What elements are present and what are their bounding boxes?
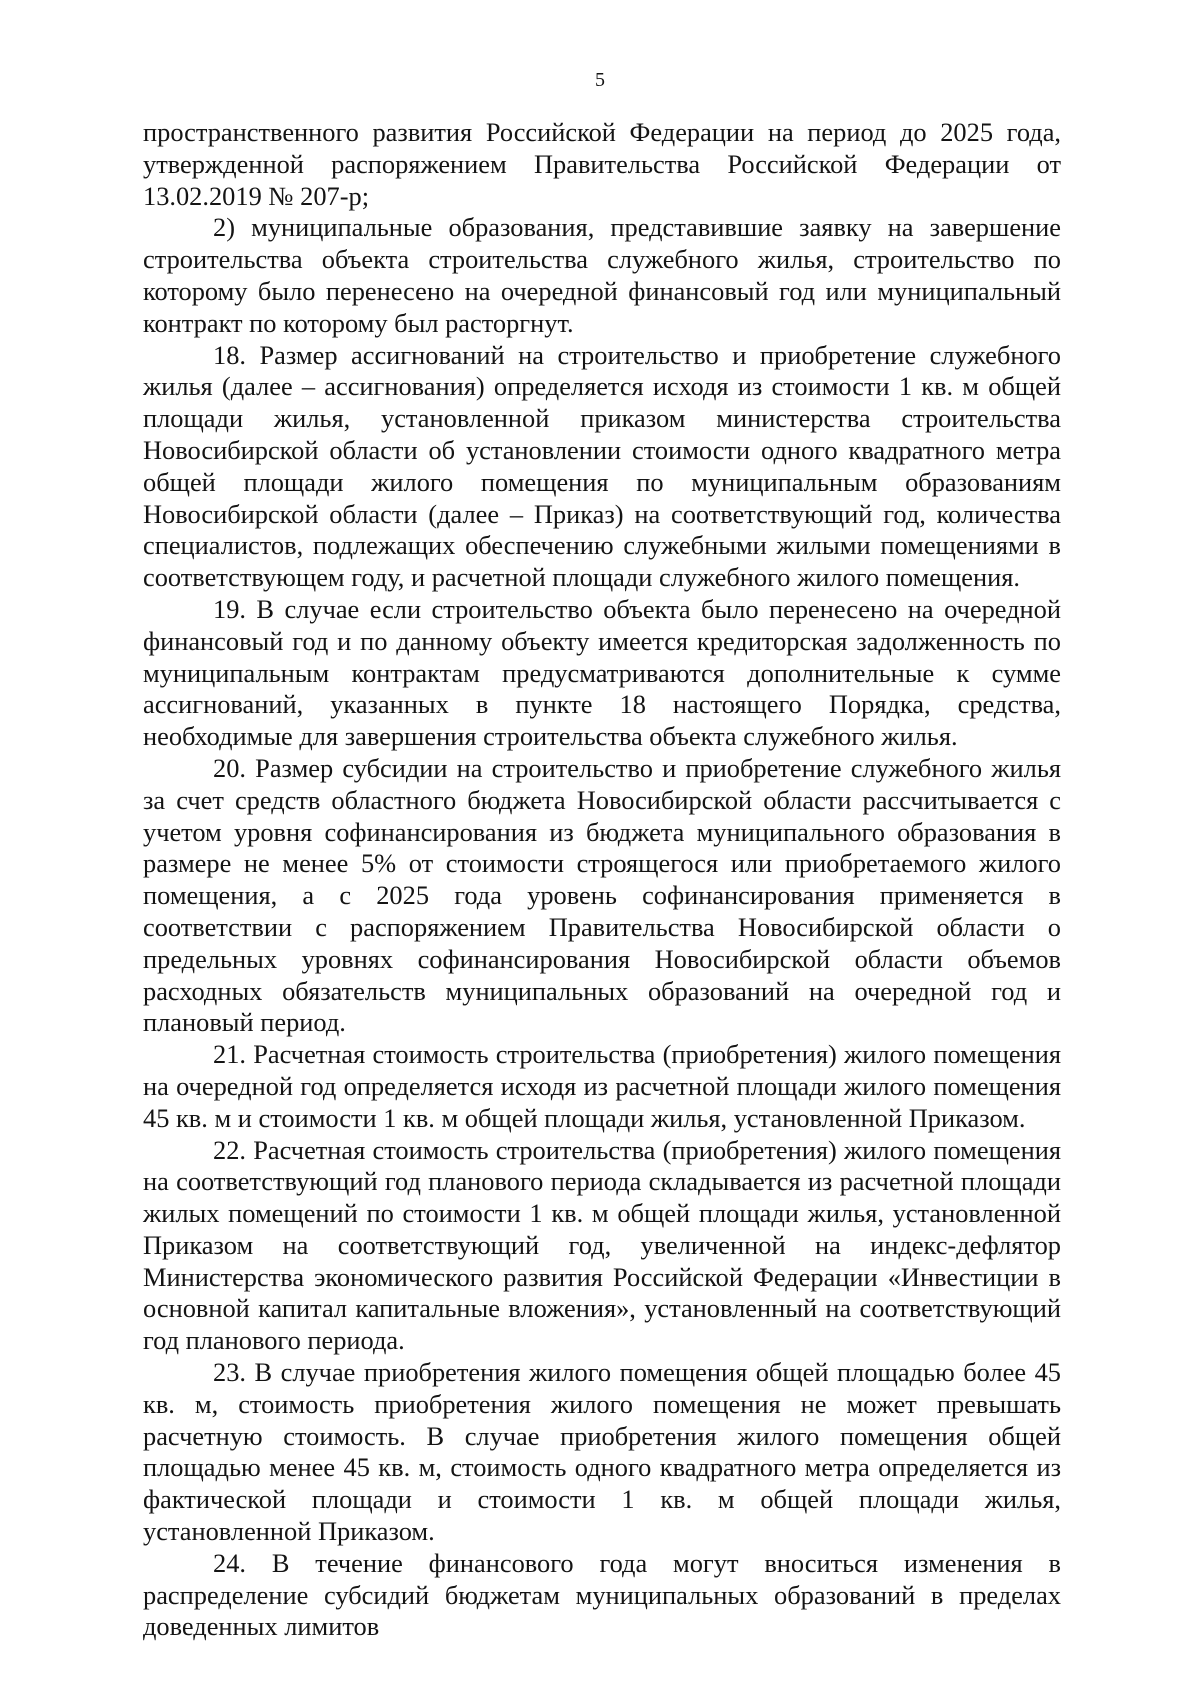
paragraph-22: 22. Расчетная стоимость строительства (приобретения) жилого помещения на соответствующий год планового периода складывается из расчетной площади жилых помещений по стоимости 1 кв. м общей площади жилья, установленной Приказом на соответствующий год, увеличенной на индекс-дефлятор Министерства экономического развития Российской Федерации «Инвестиции в основной капитал капитальные вложения», установленный на соответствующий год планового периода.: [143, 1134, 1061, 1356]
paragraph-continuation: пространственного развития Российской Федерации на период до 2025 года, утвержденной распоряжением Правительства Российской Федерации от 13.02.2019 № 207-р;: [143, 117, 1061, 211]
paragraph-19: 19. В случае если строительство объекта было перенесено на очередной финансовый год и по данному объекту имеется кредиторская задолженность по муниципальным контрактам предусматриваются дополнительные к сумме ассигнований, указанных в пункте 18 настоящего Порядка, средства, необходимые для завершения строительства объекта служебного жилья.: [143, 593, 1061, 752]
document-body: [143, 117, 1061, 1643]
page-number: 5: [595, 69, 605, 91]
paragraph-20: 20. Размер субсидии на строительство и приобретение служебного жилья за счет средств областного бюджета Новосибирской области рассчитывается с учетом уровня софинансирования из бюджета муниципального образования в размере не менее 5% от стоимости строящегося или приобретаемого жилого помещения, а с 2025 года уровень софинансирования применяется в соответствии с распоряжением Правительства Новосибирской области о предельных уровнях софинансирования Новосибирской области объемов расходных обязательств муниципальных образований на очередной год и плановый период.: [143, 752, 1061, 1038]
paragraph-item-2: 2) муниципальные образования, представившие заявку на завершение строительства объекта строительства служебного жилья, строительство по которому было перенесено на очередной финансовый год или муниципальный контракт по которому был расторгнут.: [143, 212, 1061, 338]
paragraph-21: 21. Расчетная стоимость строительства (приобретения) жилого помещения на очередной год определяется исходя из расчетной площади жилого помещения 45 кв. м и стоимости 1 кв. м общей площади жилья, установленной Приказом.: [143, 1039, 1061, 1133]
paragraph-24: 24. В течение финансового года могут вноситься изменения в распределение субсидий бюджетам муниципальных образований в пределах доведенных лимитов: [143, 1547, 1061, 1642]
paragraph-18: 18. Размер ассигнований на строительство и приобретение служебного жилья (далее – ассигнования) определяется исходя из стоимости 1 кв. м общей площади жилья, установленной приказом министерства строительства Новосибирской области об установлении стоимости одного квадратного метра общей площади жилого помещения по муниципальным образованиям Новосибирской области (далее – Приказ) на соответствующий год, количества специалистов, подлежащих обеспечению служебными жилыми помещениями в соответствующем году, и расчетной площади служебного жилого помещения.: [143, 339, 1061, 593]
paragraph-23: 23. В случае приобретения жилого помещения общей площадью более 45 кв. м, стоимость приобретения жилого помещения не может превышать расчетную стоимость. В случае приобретения жилого помещения общей площадью менее 45 кв. м, стоимость одного квадратного метра определяется из фактической площади и стоимости 1 кв. м общей площади жилья, установленной Приказом.: [143, 1357, 1061, 1547]
